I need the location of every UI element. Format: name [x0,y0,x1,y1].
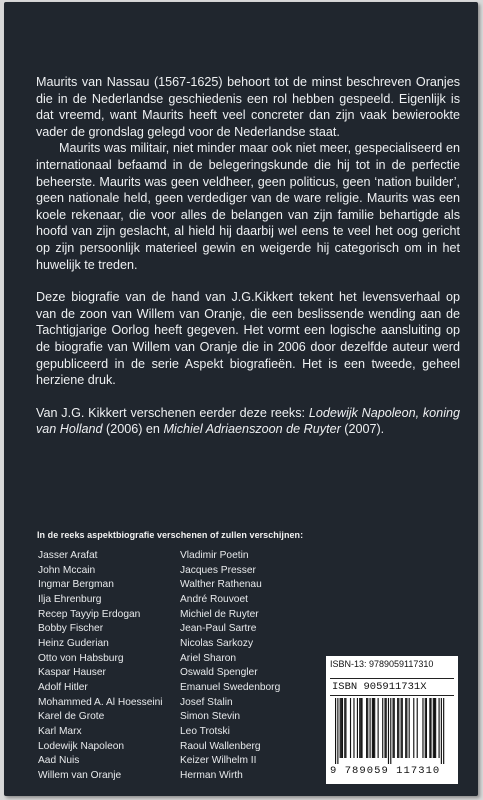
list-item: André Rouvoet [180,593,248,605]
barcode-bar [402,698,403,758]
barcode-bar [345,698,346,758]
series-list-left [38,549,163,784]
blurb-paragraph-1: Maurits van Nassau (1567-1625) behoort tot de minst beschreven Oranjes die in de Nederlandse geschiedenis een rol hebben gespeeld. Eigenlijk is dat vreemd, want Maurits heeft veel concreter dan zijn vaak bewierookte vader de grondslag gelegd voor de Nederlandse staat. [36,75,460,139]
blurb-paragraph-3: Deze biografie van de hand van J.G.Kikkert tekent het levensverhaal op van de zoon van Willem van Oranje, die een beslissende wending aan de Tachtigjarige Oorlog heeft gegeven. Het vormt een logische aansluiting op de biografie van Willem van Oranje die in 2006 door dezelfde auteur werd gepubliceerd in de serie Aspekt biografieën. Het is een tweede, geheel herziene druk. [36,290,460,388]
barcode-bar [394,698,395,758]
barcode-bar [426,698,427,758]
list-item: Vladimir Poetin [180,550,249,561]
barcode-bar [350,698,351,758]
barcode-bar [406,698,407,758]
barcode-bar [335,698,336,764]
barcode-bar [372,698,373,758]
barcode-bar [433,698,434,758]
isbn13-text: ISBN-13: 9789059117310 [330,659,434,669]
barcode-bar [417,698,418,758]
list-item: Raoul Wallenberg [180,740,261,752]
barcode-bar [386,698,387,758]
series-list-right [180,549,280,784]
earlier-works-joiner: (2006) en [102,422,164,437]
barcode-bar [340,698,341,758]
barcode-bar [435,698,436,758]
barcode-bar [413,698,414,758]
blurb-text [36,74,460,438]
list-item: Bobby Fischer [38,623,104,635]
barcode-bar [337,698,338,764]
barcode-bar [422,698,423,758]
barcode-bar [429,698,430,758]
list-item: Jasser Arafat [38,550,98,561]
series-heading: In de reeks aspektbiografie verschenen of zullen verschijnen: [37,530,304,540]
barcode-bar [439,698,440,758]
barcode-bar [357,698,358,758]
earlier-work-title-1: Lodewijk Napoleon, koning van Holland [36,405,460,437]
list-item: Karel de Grote [38,711,105,723]
barcode-bar [384,698,385,758]
barcode-bar [344,698,345,758]
list-item: Ilja Ehrenburg [38,593,102,605]
list-item: Nicolas Sarkozy [180,637,254,649]
list-item: Karl Marx [38,725,82,737]
list-item: Walther Rathenau [180,579,262,591]
barcode-bar [378,698,379,758]
barcode-bar [360,698,361,758]
barcode-bar [359,698,360,758]
barcode-bar [405,698,406,758]
list-item: Josef Stalin [180,696,233,708]
barcode-label [326,656,458,784]
barcode-bar [353,698,354,758]
barcode-bar [374,698,375,758]
list-item: Kaspar Hauser [38,667,106,679]
barcode-bar [373,698,374,758]
list-item: John Mccain [38,564,96,576]
barcode-bar [398,698,399,758]
list-item: Oswald Spengler [180,667,258,679]
blurb-paragraph-2: Maurits was militair, niet minder maar ook niet meer, gespecialiseerd en internationaal befaamd in de belegeringskunde die hij tot in de perfectie beheerste. Maurits was geen veldheer, geen politicus, geen ‘nation builder’, geen nationale held, geen verdediger van de ware religie. Maurits was een koele rekenaar, die voor alles de belangen van zijn familie behartigde als hoofd van zijn geslacht, al hield hij daarbij wel eens te veel het oog gericht op zijn persoonlijk materieel gewin en weigerde hij categorisch om in het huwelijk te treden. [36,141,460,272]
barcode-bar [425,698,426,758]
list-item: Willem van Oranje [38,769,122,781]
barcode-bar [370,698,371,758]
barcode-bar [361,698,362,758]
list-item: Heinz Guderian [38,637,109,649]
barcode-bar [393,698,394,758]
list-item: Ariel Sharon [180,652,237,664]
barcode-digits: 9 789059 117310 [330,765,441,777]
barcode-bar [397,698,398,758]
list-item: Michiel de Ruyter [180,608,259,620]
list-item: Lodewijk Napoleon [38,740,125,752]
blurb-paragraph-4 [36,405,460,438]
list-item: Jean-Paul Sartre [180,623,257,635]
barcode-bar [342,698,343,758]
barcode-bar [367,698,368,758]
list-item: Keizer Wilhelm II [180,755,257,767]
list-item: Emanuel Swedenborg [180,681,281,693]
barcode-bar [341,698,342,758]
list-item: Leo Trotski [180,725,230,737]
earlier-works-intro: Van J.G. Kikkert verschenen eerder deze reeks: [36,405,309,420]
barcode-bar [388,698,389,764]
list-item: Herman Wirth [180,769,243,781]
barcode-bar [441,698,442,764]
barcode-bar [390,698,391,764]
list-item: Aad Nuis [38,755,80,767]
barcode-bar [443,698,444,764]
earlier-works-end: (2007). [340,422,385,437]
list-item: Jacques Presser [180,564,256,576]
barcode-icon [332,698,452,764]
list-item: Simon Stevin [180,711,241,723]
barcode-bar [382,698,383,758]
list-item: Mohammed A. Al Hoesseini [38,696,163,708]
list-item: Otto von Habsburg [38,652,124,664]
isbn10-text: ISBN 905911731X [330,678,454,696]
barcode-bar [430,698,431,758]
barcode-bar [409,698,410,758]
book-back-cover [4,2,478,796]
barcode-bar [366,698,367,758]
list-item: Recep Tayyip Erdogan [38,608,141,620]
list-item: Ingmar Bergman [38,579,114,591]
list-item: Adolf Hitler [38,681,88,693]
barcode-bar [434,698,435,758]
barcode-bar [401,698,402,758]
earlier-work-title-2: Michiel Adriaenszoon de Ruyter [163,422,341,437]
